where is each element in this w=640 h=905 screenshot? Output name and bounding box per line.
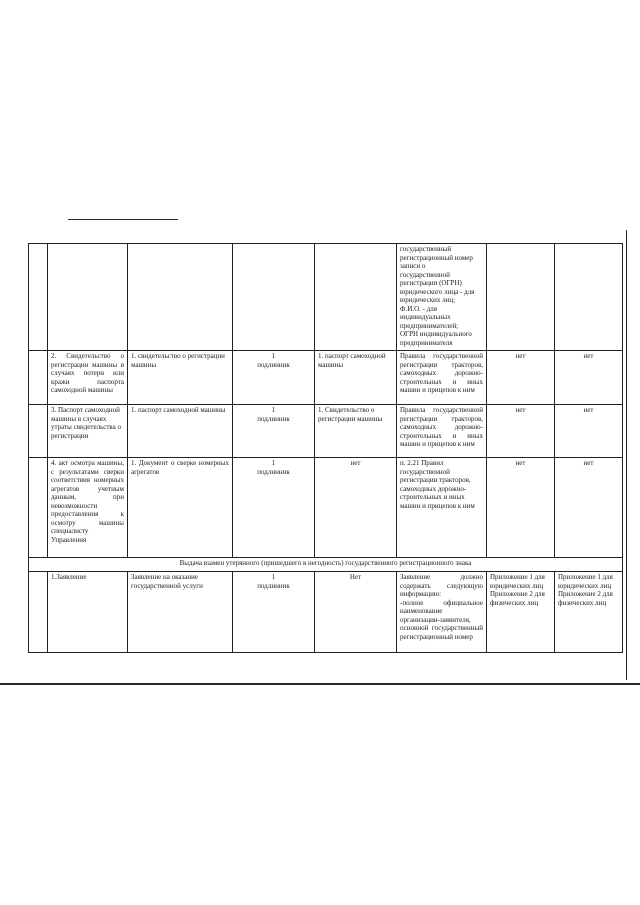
- scan-line-bottom: [0, 683, 640, 685]
- document-name-cell: 1.Заявление: [48, 572, 128, 653]
- requirements-cell: Правила государственной регистрации тракторов, самоходных дорожно-строительных и иных машин и прицепов к ним: [397, 405, 487, 458]
- document-name-cell: 3. Паспорт самоходной машины в случаях утраты свидетельства о регистрации: [48, 405, 128, 458]
- requirements-cell: Заявление должно содержать следующую информацию: -полное официальное наименование организации-заявителя, основной государственный регистрационный номер: [397, 572, 487, 653]
- form-cell: нет: [487, 405, 555, 458]
- table-row: [29, 572, 623, 653]
- sample-cell: нет: [555, 351, 623, 405]
- table-row: [29, 351, 623, 405]
- scan-line-right: [626, 230, 627, 680]
- table-cell: [29, 244, 48, 351]
- required-document-cell: 1. Документ о сверке номерных агрегатов: [128, 458, 233, 558]
- replacement-cell: нет: [315, 458, 397, 558]
- table-cell: [555, 244, 623, 351]
- sample-cell: Приложение 1 для юридических лиц Приложение 2 для физических лиц: [555, 572, 623, 653]
- requirements-cell: государственный регистрационный номер записи о государственной регистрации (ОГРН) юридического лица - для юридических лиц; Ф.И.О. - для индивидуальных предпринимателей; ОГРН индивидуального предпринимателя: [397, 244, 487, 351]
- document-count-cell: 1 подлинник: [233, 405, 315, 458]
- replacement-cell: 1. Свидетельство о регистрации машины: [315, 405, 397, 458]
- table-cell: [29, 572, 48, 653]
- document-count-cell: 1 подлинник: [233, 351, 315, 405]
- section-title: Выдача взамен утерянного (пришедшего в негодность) государственного регистрационного знака: [29, 558, 623, 572]
- replacement-cell: 1. паспорт самоходной машины: [315, 351, 397, 405]
- table-cell: [29, 405, 48, 458]
- table-cell: [233, 244, 315, 351]
- services-table: [28, 243, 623, 653]
- requirements-cell: п. 2.21 Правил государственной регистрации тракторов, самоходных дорожно-строительных и иных машин и прицепов к ним: [397, 458, 487, 558]
- required-document-cell: Заявление на оказание государственной услуги: [128, 572, 233, 653]
- required-document-cell: 1. свидетельство о регистрации машины: [128, 351, 233, 405]
- required-document-cell: 1. паспорт самоходной машины: [128, 405, 233, 458]
- sample-cell: нет: [555, 458, 623, 558]
- replacement-cell: Нет: [315, 572, 397, 653]
- document-count-cell: 1 подлинник: [233, 572, 315, 653]
- document-count-cell: 1 подлинник: [233, 458, 315, 558]
- table-cell: [29, 458, 48, 558]
- table-cell: [487, 244, 555, 351]
- scan-line-top: [68, 219, 178, 220]
- table-row: [29, 244, 623, 351]
- requirements-cell: Правила государственной регистрации тракторов, самоходных дорожно-строительных и иных машин и прицепов к ним: [397, 351, 487, 405]
- form-cell: нет: [487, 458, 555, 558]
- table-cell: [315, 244, 397, 351]
- table-cell: [29, 351, 48, 405]
- document-name-cell: 4. акт осмотра машины, с результатами сверки соответствия номерных агрегатов учетным данным, при невозможности предоставления к осмотру машины специалисту Управления: [48, 458, 128, 558]
- form-cell: Приложение 1 для юридических лиц Приложение 2 для физических лиц: [487, 572, 555, 653]
- table-row: [29, 458, 623, 558]
- section-header-row: [29, 558, 623, 572]
- table-cell: [128, 244, 233, 351]
- table-row: [29, 405, 623, 458]
- sample-cell: нет: [555, 405, 623, 458]
- document-name-cell: 2. Свидетельство о регистрации машины в случаях потери или кражи паспорта самоходной машины: [48, 351, 128, 405]
- table-cell: [48, 244, 128, 351]
- form-cell: нет: [487, 351, 555, 405]
